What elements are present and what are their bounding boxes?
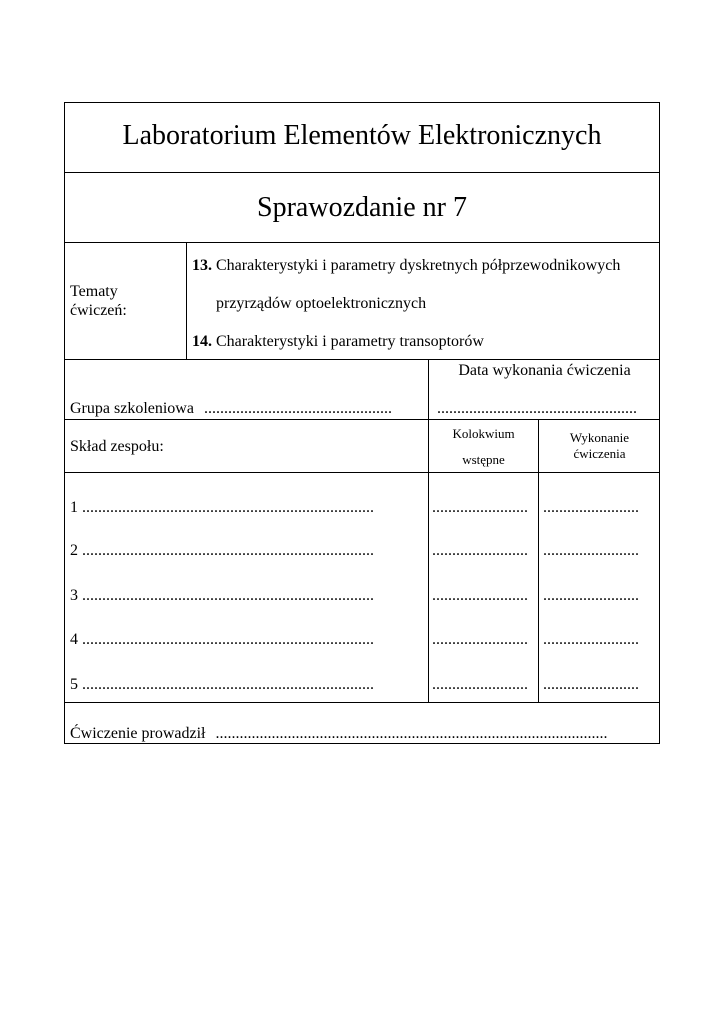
separator-after-lab-title (64, 172, 660, 173)
member-name-field[interactable]: 2 ......................................................................... (70, 542, 374, 559)
topic-text: Charakterystyki i parametry transoptorów (216, 333, 484, 350)
member-execution-field[interactable]: ........................ (543, 587, 639, 604)
topic-item-13 (192, 258, 620, 274)
member-name-field[interactable]: 5 ......................................................................... (70, 676, 374, 693)
border-top (64, 102, 660, 103)
lab-title: Laboratorium Elementów Elektronicznych (122, 120, 602, 151)
topic-number: 14. (192, 333, 212, 350)
report-title: Sprawozdanie nr 7 (257, 192, 467, 223)
member-colloquium-field[interactable]: ........................ (432, 587, 528, 604)
member-name-field[interactable]: 4 ......................................................................... (70, 631, 374, 648)
execution-header-line2: ćwiczenia (573, 446, 626, 461)
group-label: Grupa szkoleniowa (70, 400, 194, 417)
member-colloquium-field[interactable]: ........................ (432, 499, 528, 516)
group-field (70, 401, 392, 417)
topics-label-line1: Tematy (70, 283, 118, 300)
colloquium-header-line2: wstępne (462, 452, 505, 467)
member-execution-field[interactable]: ........................ (543, 631, 639, 648)
separator-after-members (64, 702, 660, 703)
team-label: Skład zespołu: (70, 438, 164, 455)
instructor-dots[interactable]: .................................................................................................. (215, 725, 608, 742)
member-execution-field[interactable]: ........................ (543, 542, 639, 559)
report-cover-form (64, 102, 660, 744)
member-execution-field[interactable]: ........................ (543, 499, 639, 516)
topic-number: 13. (192, 257, 212, 274)
separator-after-report-title (64, 242, 660, 243)
separator-after-group (64, 419, 660, 420)
separator-after-topics (64, 359, 660, 360)
member-colloquium-field[interactable]: ........................ (432, 631, 528, 648)
colloquium-header-line1: Kolokwium (452, 426, 515, 441)
member-colloquium-field[interactable]: ........................ (432, 542, 528, 559)
execution-header-line1: Wykonanie (569, 430, 630, 445)
topic-item-14 (192, 334, 484, 350)
member-name-field[interactable]: 1 ......................................................................... (70, 499, 374, 516)
separator-after-team-header (64, 472, 660, 473)
team-execution-divider (538, 419, 539, 702)
instructor-label: Ćwiczenie prowadził (70, 725, 206, 742)
member-name-field[interactable]: 3 ......................................................................... (70, 587, 374, 604)
topics-column-divider (186, 242, 187, 359)
instructor-field (70, 726, 608, 742)
date-dots[interactable]: .................................................. (437, 400, 637, 417)
topic-text: Charakterystyki i parametry dyskretnych półprzewodnikowych (216, 257, 621, 274)
group-dots[interactable]: ............................................... (203, 400, 392, 417)
member-execution-field[interactable]: ........................ (543, 676, 639, 693)
topic-item-13-continuation: przyrządów optoelektronicznych (216, 295, 427, 312)
topics-label-line2: ćwiczeń: (70, 302, 127, 319)
border-bottom (64, 743, 660, 744)
date-label: Data wykonania ćwiczenia (458, 362, 631, 379)
member-colloquium-field[interactable]: ........................ (432, 676, 528, 693)
